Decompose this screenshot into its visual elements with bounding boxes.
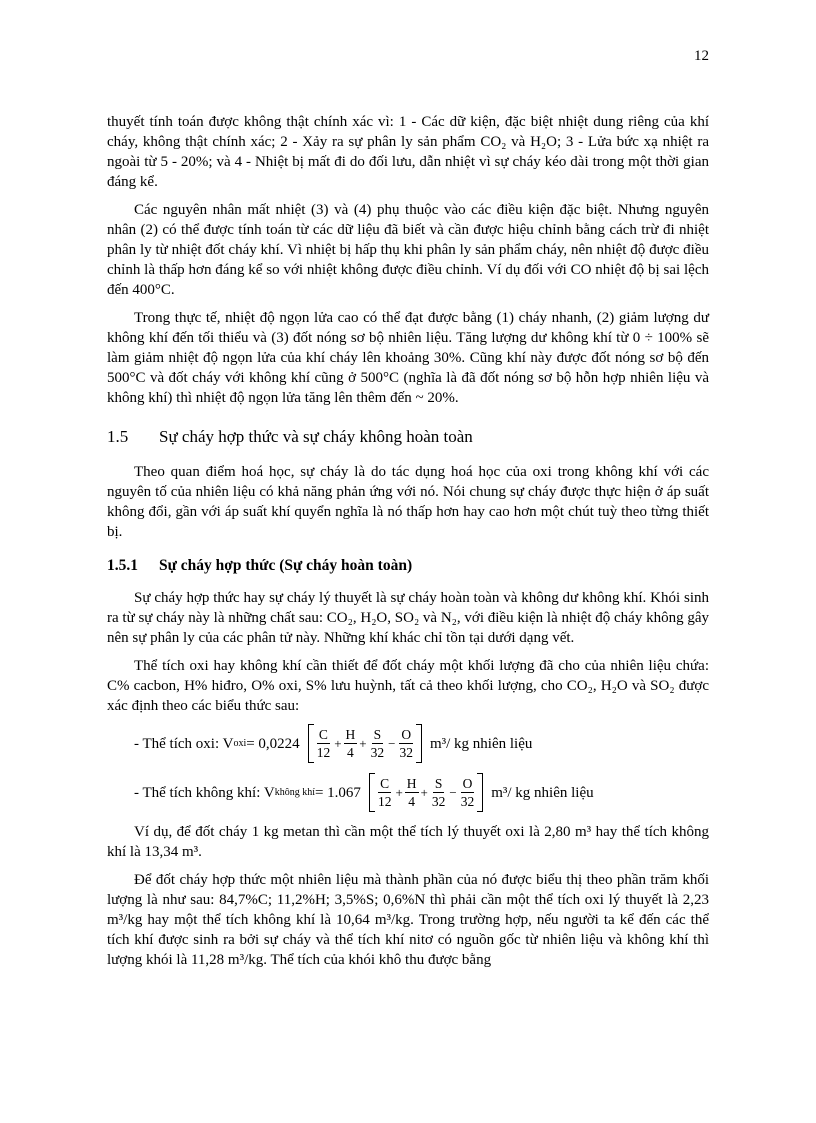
oxygen-volume-formula: - Thể tích oxi: V oxi = 0,0224 $\frac{C}{12}$ + $\frac{H}{4}$ + $\frac{S}{32}$ − $\frac{O}{32}$ m³/ kg nhiên liệu (134, 724, 709, 763)
subsection-title: Sự cháy hợp thức (Sự cháy hoàn toàn) (159, 557, 413, 574)
paragraph: Để đốt cháy hợp thức một nhiên liệu mà thành phần của nó được biểu thị theo phần trăm khối lượng là như sau: 84,7%C; 11,2%H; 3,5%S; 0,6%N thì phải cần một thể tích oxi lý thuyết là 2,23 m³/kg hay một thể tích không khí là 10,64 m³/kg. Trong trường hợp, nếu người ta kể đến các thể tích khí được sinh ra bởi sự cháy và thể tích khí nitơ có nguồn gốc từ nhiên liệu và không khí thì lượng khói là 11,28 m³/kg. Thể tích của khói khô thu được bằng (107, 872, 709, 968)
paragraph: Các nguyên nhân mất nhiệt (3) và (4) phụ thuộc vào các điều kiện đặc biệt. Nhưng nguyên nhân (2) có thể được tính toán từ các dữ liệu đã biết và cần được hiệu chỉnh bằng cách trừ đi nhiệt phân ly từ nhiệt đốt cháy khí. Vì nhiệt bị hấp thụ khi phân ly sản phẩm cháy, nên nhiệt độ được điều chỉnh là thấp hơn đáng kể so với nhiệt không được điều chỉnh. Ví dụ đối với CO nhiệt độ bị sai lệch đến 400°C. (107, 202, 709, 298)
fraction-c: $\frac{C}{12}$ (377, 776, 392, 809)
document-body (107, 112, 709, 978)
fraction-s: $\frac{S}{32}$ (370, 727, 385, 760)
fraction-o: $\frac{O}{32}$ (399, 727, 413, 760)
paragraph: Ví dụ, để đốt cháy 1 kg metan thì cần một thể tích lý thuyết oxi là 2,80 m³ hay thể tích không khí là 13,34 m³. (107, 824, 709, 860)
paragraph: Theo quan điểm hoá học, sự cháy là do tác dụng hoá học của oxi trong không khí với các nguyên tố của nhiên liệu có khả năng phản ứng với nó. Nói chung sự cháy được thực hiện ở áp suất không đổi, gần với áp suất khí quyển nghĩa là nó thấp hơn hay cao hơn một chút tuỳ theo từng thiết bị. (107, 464, 709, 540)
section-number: 1.5 (107, 427, 129, 446)
formula-unit: m³/ kg nhiên liệu (429, 735, 533, 752)
page-number: 12 (694, 48, 709, 64)
section-title: Sự cháy hợp thức và sự cháy không hoàn toàn (159, 427, 473, 446)
formula-unit: m³/ kg nhiên liệu (491, 784, 594, 801)
fraction-h: $\frac{H}{4}$ (406, 776, 417, 809)
formula-label: - Thể tích không khí: V (134, 784, 275, 801)
fraction-h: $\frac{H}{4}$ (345, 727, 356, 760)
subsection-number: 1.5.1 (107, 557, 138, 574)
fraction-s: $\frac{S}{32}$ (431, 776, 446, 809)
bracket-expression: $\frac{C}{12}$ + $\frac{H}{4}$ + $\frac{S}{32}$ − $\frac{O}{32}$ (369, 773, 483, 812)
formula-coefficient: = 0,0224 (246, 735, 300, 752)
subsection-heading (107, 556, 709, 576)
fraction-o: $\frac{O}{32}$ (460, 776, 475, 809)
paragraph: Trong thực tế, nhiệt độ ngọn lửa cao có thể đạt được bằng (1) cháy nhanh, (2) giảm lượng dư không khí đến tối thiểu và (3) đốt nóng sơ bộ nhiên liệu. Tăng lượng dư không khí từ 0 ÷ 100% sẽ làm giảm nhiệt độ ngọn lửa của khí cháy lên khoảng 30%. Cũng khí này được đốt nóng sơ bộ đến 500°C và đốt cháy với không khí cũng ở 500°C (nghĩa là đã đốt nóng sơ bộ hỗn hợp nhiên liệu và không khí) thì nhiệt độ ngọn lửa tăng lên thêm đến ~ 20%. (107, 310, 709, 406)
air-volume-formula: - Thể tích không khí: V không khí = 1.067 $\frac{C}{12}$ + $\frac{H}{4}$ + $\frac{S}{32}$ − $\frac{O}{32}$ m³/ kg nhiên liệu (134, 773, 709, 812)
paragraph: Sự cháy hợp thức hay sự cháy lý thuyết là sự cháy hoàn toàn và không dư không khí. Khói sinh ra từ sự cháy này là những chất sau: CO₂, H₂O, SO₂ và N₂, với điều kiện là nhiệt độ cháy không gây nên sự phân ly của các phân tử này. Những khí khác chỉ tồn tại dưới dạng vết. (107, 590, 709, 646)
formula-label: - Thể tích oxi: V (134, 735, 234, 752)
fraction-c: $\frac{C}{12}$ (316, 727, 331, 760)
paragraph: Thể tích oxi hay không khí cần thiết để đốt cháy một khối lượng đã cho của nhiên liệu chứa: C% cacbon, H% hiđro, O% oxi, S% lưu huỳnh, tất cả theo khối lượng, cho CO₂, H₂O và SO₂ được xác định theo các biểu thức sau: (107, 658, 709, 714)
bracket-expression: $\frac{C}{12}$ + $\frac{H}{4}$ + $\frac{S}{32}$ − $\frac{O}{32}$ (308, 724, 422, 763)
section-heading (107, 426, 709, 448)
formula-coefficient: = 1.067 (314, 784, 361, 801)
paragraph: thuyết tính toán được không thật chính xác vì: 1 - Các dữ kiện, đặc biệt nhiệt dung riêng của khí cháy, không thật chính xác; 2 - Xảy ra sự phân ly sản phẩm CO₂ và H₂O; 3 - Lửa bức xạ nhiệt ra ngoài từ 5 - 20%; và 4 - Nhiệt bị mất đi do đối lưu, dẫn nhiệt vì sự cháy kéo dài trong một thời gian đáng kể. (107, 114, 709, 190)
